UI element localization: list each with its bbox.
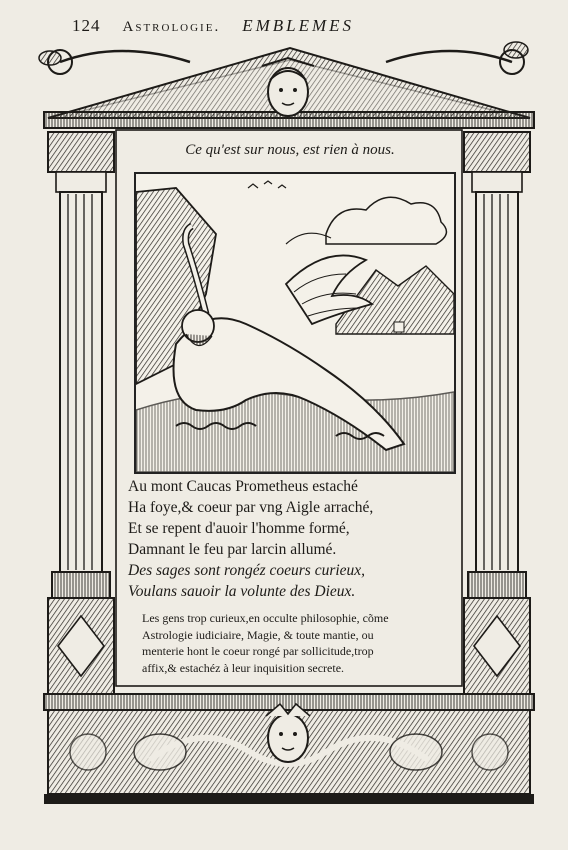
- verse-line-2: Ha foye,& coeur par vng Aigle arraché,: [128, 499, 374, 516]
- running-head-section: Astrologie.: [122, 19, 221, 35]
- emblem-motto: Ce qu'est sur nous, est rien à nous.: [185, 142, 395, 158]
- verse-line-3: Et se repent d'auoir l'homme formé,: [128, 520, 350, 537]
- column-left: [48, 132, 114, 694]
- emblem-gloss: [142, 610, 462, 676]
- prometheus-woodcut: [134, 172, 456, 474]
- gloss-line-2: Astrologie iudiciaire, Magie, & toute mantie, ou: [142, 627, 374, 642]
- scroll-right: [386, 42, 528, 74]
- verse-line-6: Voulans sauoir la volunte des Dieux.: [128, 583, 356, 600]
- verse-line-1: Au mont Caucas Prometheus estaché: [128, 478, 358, 495]
- column-right: [464, 132, 530, 694]
- emblem-verse: [128, 476, 468, 602]
- ornamental-base: [44, 694, 534, 804]
- pediment: [39, 42, 534, 128]
- running-head-title: EMBLEMES: [242, 16, 355, 35]
- gloss-line-4: affix,& estachéz à leur inquisition secrete.: [142, 660, 345, 675]
- scroll-left: [39, 50, 190, 74]
- verse-line-5: Des sages sont rongéz coeurs curieux,: [128, 562, 366, 579]
- woodcut-illustration: [136, 174, 454, 472]
- page-number: 124: [72, 16, 101, 35]
- verse-line-4: Damnant le feu par larcin allumé.: [128, 541, 337, 558]
- gloss-line-1: Les gens trop curieux,en occulte philosophie, cõme: [142, 611, 389, 625]
- running-head: [72, 16, 502, 38]
- gloss-line-3: menterie hont le coeur rongé par sollicitude,trop: [142, 644, 374, 658]
